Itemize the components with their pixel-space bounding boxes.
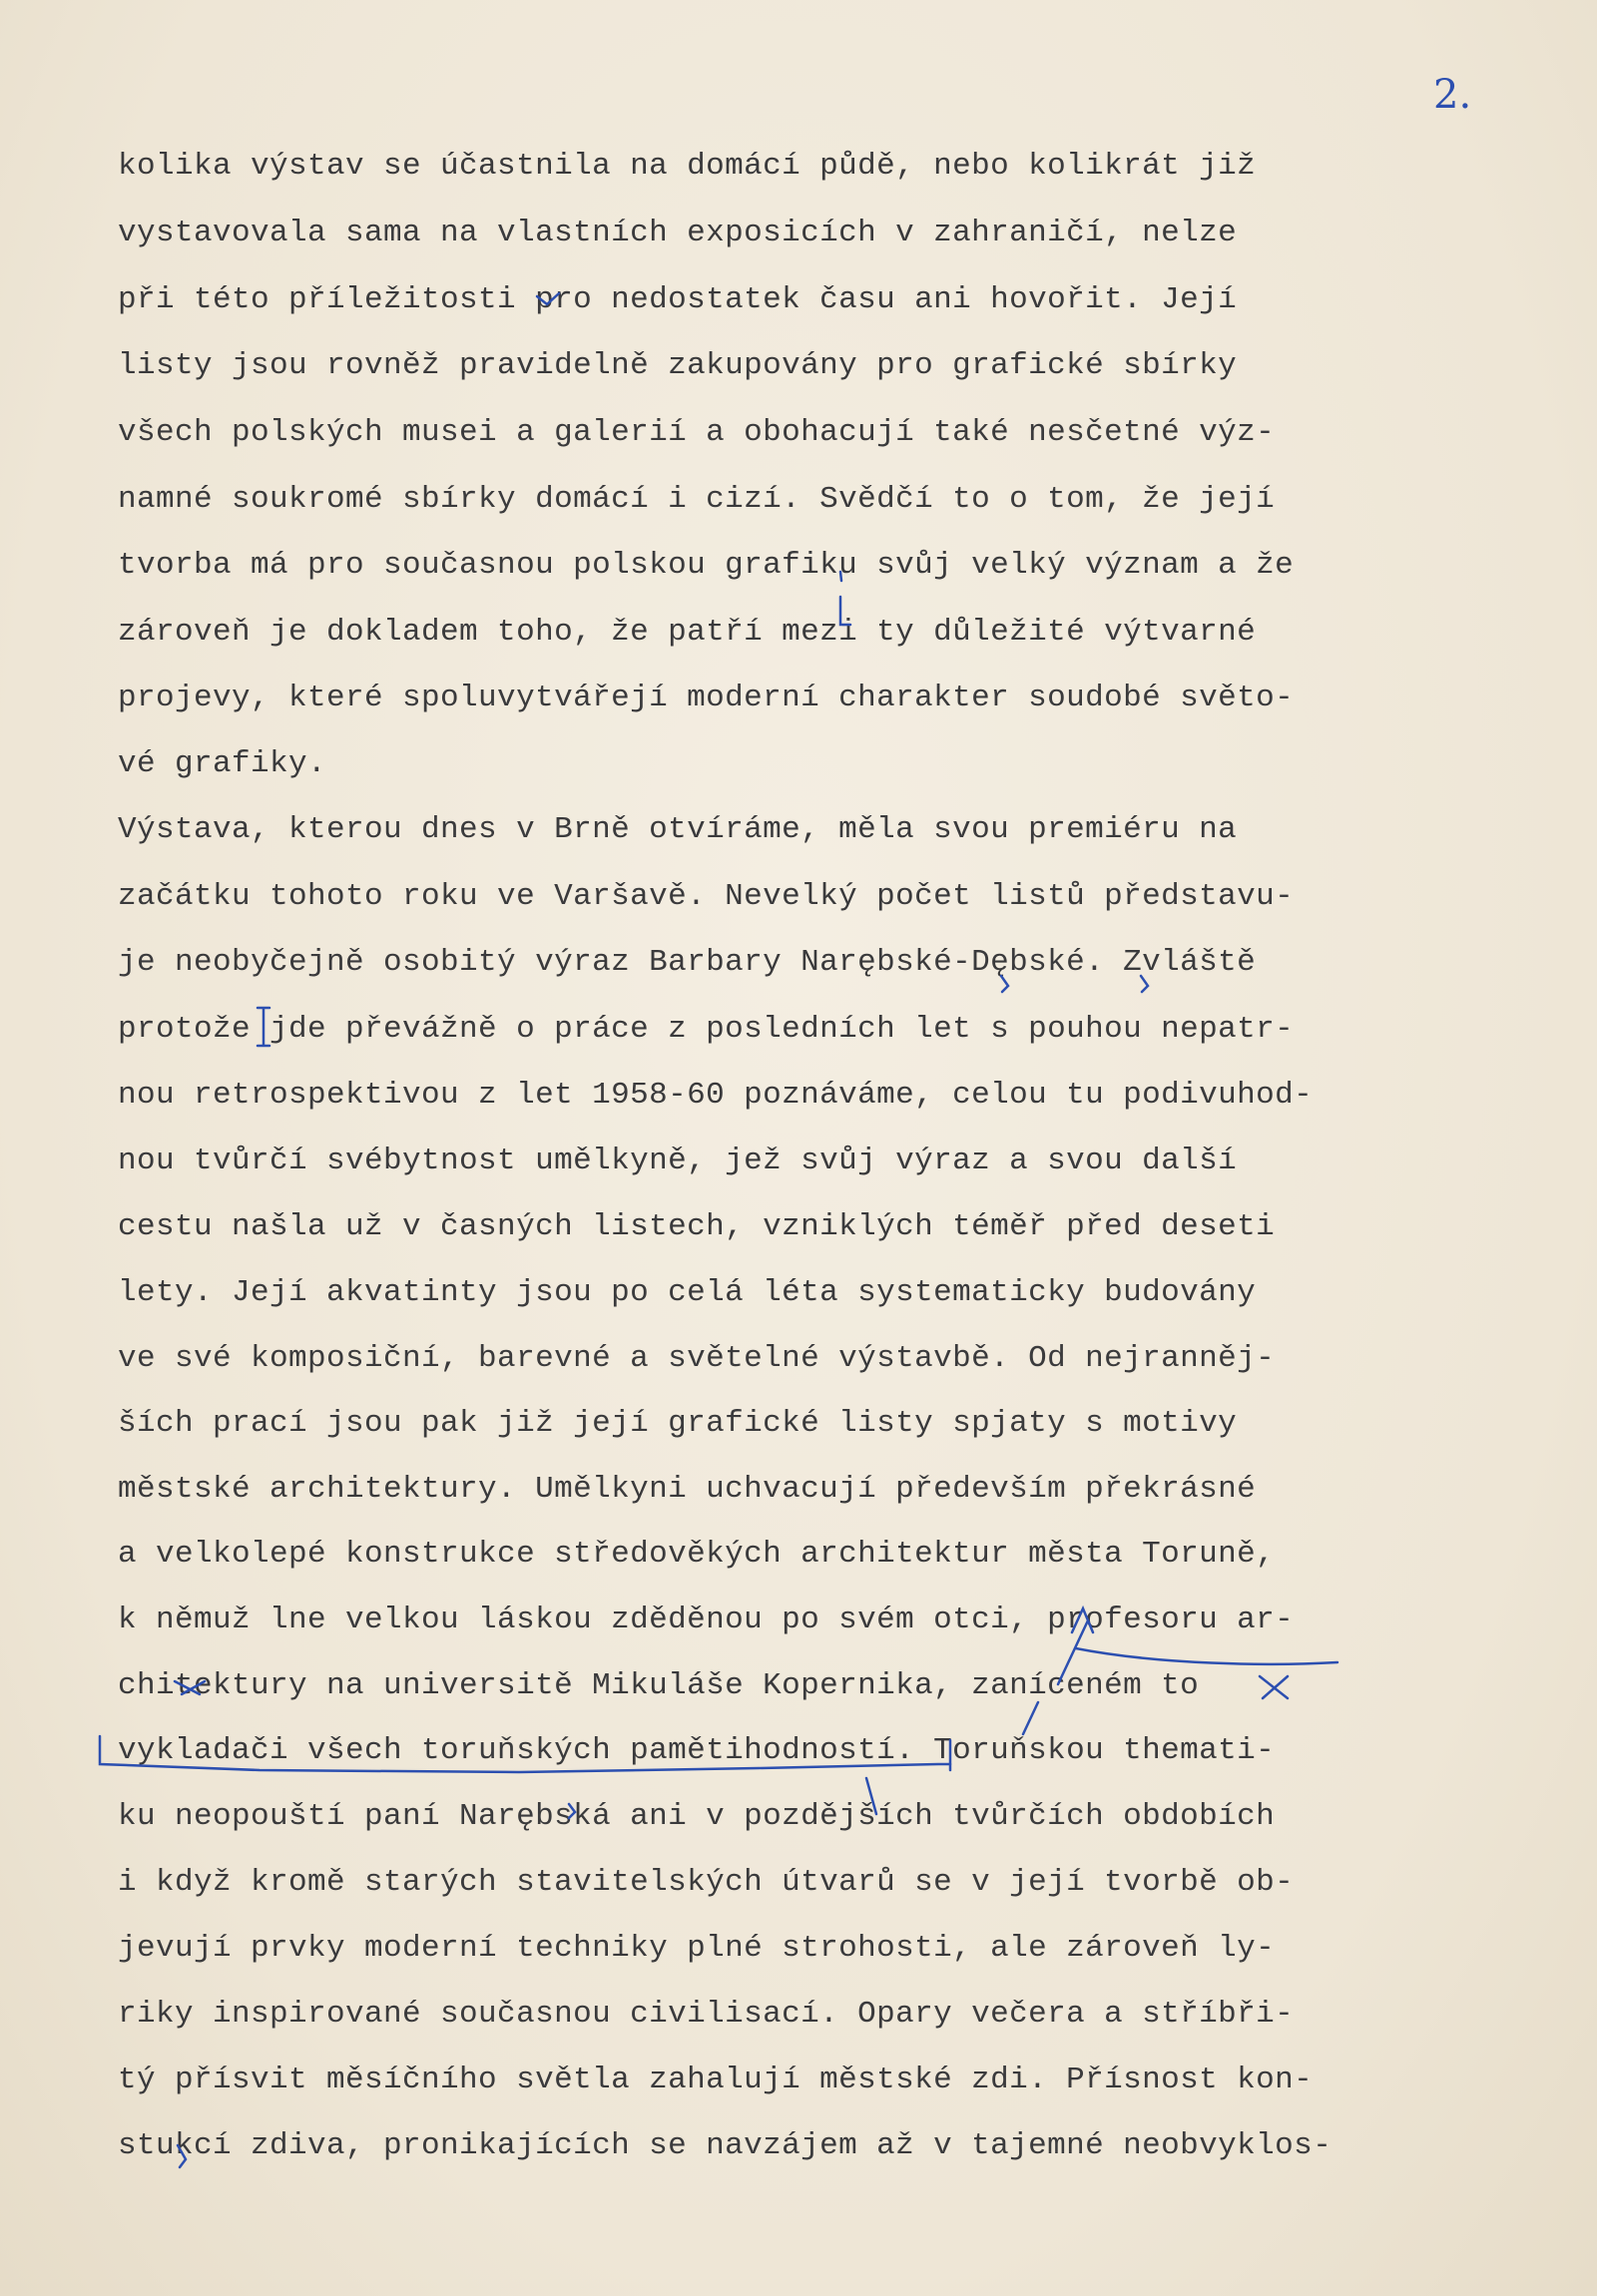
text-line: Výstava, kterou dnes v Brně otvíráme, měla svou premiéru na: [118, 812, 1238, 847]
page-number: 2.: [1433, 72, 1472, 118]
text-line: ve své komposiční, barevné a světelné výstavbě. Od nejranněj-: [118, 1341, 1276, 1376]
text-line: tvorba má pro současnou polskou grafiku svůj velký význam a že: [118, 548, 1295, 583]
text-line: stukcí zdiva, pronikajících se navzájem až v tajemné neobvyklos-: [118, 2128, 1332, 2163]
text-line: kolika výstav se účastnila na domácí půdě, nebo kolikrát již: [118, 149, 1257, 184]
text-line: tý přísvit měsíčního světla zahalují městské zdi. Přísnost kon-: [118, 2063, 1314, 2097]
text-line: k němuž lne velkou láskou zděděnou po svém otci, profesoru ar-: [118, 1603, 1295, 1637]
text-line: je neobyčejně osobitý výraz Barbary Narębské-Dębské. Zvláště: [118, 945, 1257, 980]
text-line: při této příležitosti pro nedostatek času ani hovořit. Její: [118, 282, 1238, 317]
strikeout-mark: [1260, 1676, 1288, 1698]
text-line: protože jde převážně o práce z posledních let s pouhou nepatr-: [118, 1012, 1295, 1047]
text-line: projevy, které spoluvytvářejí moderní charakter soudobé světo-: [118, 681, 1295, 715]
text-line: vykladači všech toruňských pamětihodností. Toruňskou themati-: [118, 1733, 1276, 1768]
text-line: a velkolepé konstrukce středověkých architektur města Toruně,: [118, 1537, 1276, 1572]
text-line: i když kromě starých stavitelských útvarů se v její tvorbě ob-: [118, 1865, 1295, 1900]
text-line: ších prací jsou pak již její grafické listy spjaty s motivy: [118, 1406, 1238, 1441]
text-line: riky inspirované současnou civilisací. Opary večera a stříbři-: [118, 1997, 1295, 2032]
text-line: jevují prvky moderní techniky plné strohosti, ale zároveň ly-: [118, 1931, 1276, 1966]
text-line: vé grafiky.: [118, 746, 327, 781]
text-line: vystavovala sama na vlastních exposicích v zahraničí, nelze: [118, 216, 1238, 250]
text-line: zároveň je dokladem toho, že patří mezi ty důležité výtvarné: [118, 615, 1257, 650]
insertion-line: [1076, 1648, 1337, 1664]
text-line: lety. Její akvatinty jsou po celá léta systematicky budovány: [118, 1275, 1257, 1310]
text-line: všech polských musei a galerií a obohacují také nesčetné výz-: [118, 415, 1276, 450]
text-line: listy jsou rovněž pravidelně zakupovány pro grafické sbírky: [118, 348, 1238, 383]
text-line: namné soukromé sbírky domácí i cizí. Svědčí to o tom, že její: [118, 482, 1276, 517]
text-line: ku neopouští paní Narębská ani v pozdějších tvůrčích obdobích: [118, 1799, 1276, 1834]
text-line: městské architektury. Umělkyni uchvacují především překrásné: [118, 1472, 1257, 1507]
text-line: začátku tohoto roku ve Varšavě. Nevelký počet listů představu-: [118, 879, 1295, 914]
text-line: chitektury na universitě Mikuláše Kopernika, zaníceném to: [118, 1668, 1200, 1703]
text-line: nou tvůrčí svébytnost umělkyně, jež svůj výraz a svou další: [118, 1144, 1238, 1178]
text-line: cestu našla už v časných listech, vzniklých téměř před deseti: [118, 1209, 1276, 1244]
text-line: nou retrospektivou z let 1958-60 poznáváme, celou tu podivuhod-: [118, 1078, 1314, 1113]
